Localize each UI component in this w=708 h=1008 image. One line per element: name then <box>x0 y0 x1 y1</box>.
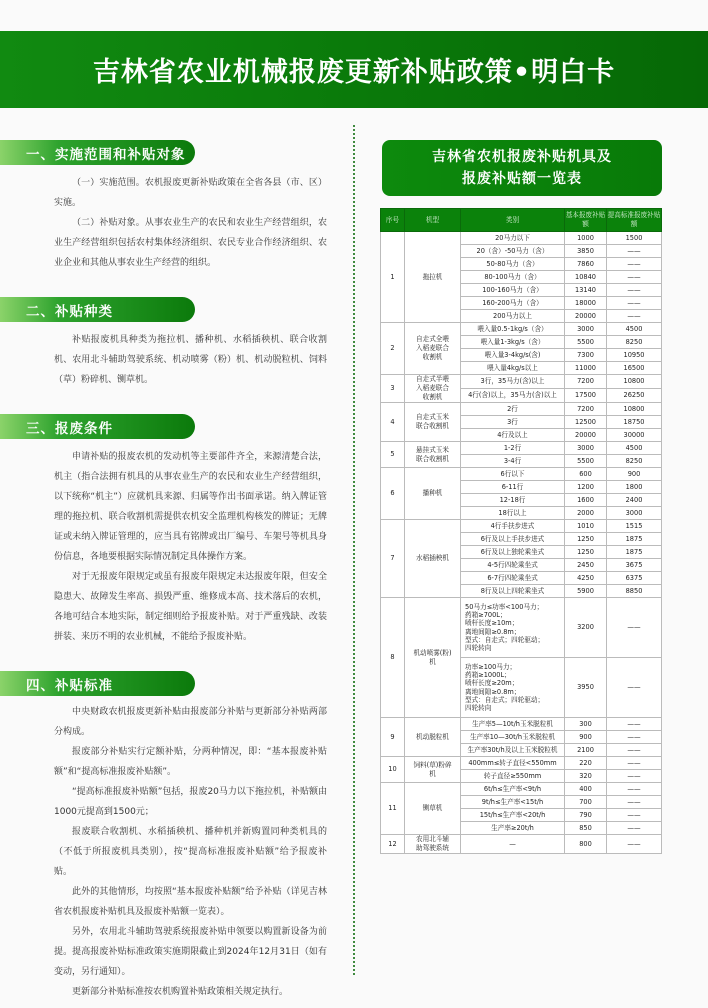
paragraph: 中央财政农机报废更新补贴由报废部分补贴与更新部分补贴两部分构成。 <box>54 707 327 737</box>
cell-raised-subsidy: —— <box>607 731 662 744</box>
cell-basic-subsidy: 18000 <box>565 297 607 310</box>
paragraph: 对于无报废年限规定或虽有报废年限规定未达报废年限，但安全隐患大、故障发生率高、损毁严重、维修成本高、技术落后的农机，各地可结合本地实际，制定细则给予报废补贴。对于严重残缺、改装拼装、来历不明的农业机械，不能给予报废补贴。 <box>54 572 327 642</box>
cell-raised-subsidy: —— <box>607 284 662 297</box>
cell-basic-subsidy: 11000 <box>565 362 607 375</box>
cell-raised-subsidy: 30000 <box>607 429 662 442</box>
cell-no: 8 <box>381 598 405 718</box>
cell-raised-subsidy: —— <box>607 757 662 770</box>
header-category: 类别 <box>461 209 565 232</box>
header-basic-subsidy: 基本报废补贴额 <box>565 209 607 232</box>
subsidy-table-column <box>380 140 662 854</box>
cell-no: 12 <box>381 835 405 854</box>
paragraph: 报废部分补贴实行定额补贴，分两种情况，即：“基本报废补贴额”和“提高标准报废补贴额”。 <box>54 747 327 777</box>
table-row <box>381 323 662 336</box>
cell-machine-type: 拖拉机 <box>405 232 461 323</box>
cell-raised-subsidy: 8250 <box>607 455 662 468</box>
cell-raised-subsidy: —— <box>607 297 662 310</box>
cell-raised-subsidy: —— <box>607 658 662 718</box>
section-heading <box>0 297 195 322</box>
table-row <box>381 468 662 481</box>
cell-raised-subsidy: —— <box>607 835 662 854</box>
cell-raised-subsidy: 1800 <box>607 481 662 494</box>
subsidy-table <box>380 208 662 854</box>
cell-basic-subsidy: 320 <box>565 770 607 783</box>
cell-raised-subsidy: 3675 <box>607 559 662 572</box>
paragraph: 更新部分补贴标准按农机购置补贴政策相关规定执行。 <box>72 987 289 997</box>
cell-basic-subsidy: 7200 <box>565 375 607 389</box>
section-scope <box>0 140 335 273</box>
dotted-divider <box>353 125 355 975</box>
cell-basic-subsidy: 600 <box>565 468 607 481</box>
table-row <box>381 442 662 455</box>
cell-category: 18行以上 <box>461 507 565 520</box>
cell-category: 6-7行四轮乘坐式 <box>461 572 565 585</box>
cell-machine-type: 机动喷雾(粉)机 <box>405 598 461 718</box>
cell-raised-subsidy: 18750 <box>607 416 662 429</box>
cell-no: 10 <box>381 757 405 783</box>
cell-basic-subsidy: 1250 <box>565 533 607 546</box>
cell-basic-subsidy: 1000 <box>565 232 607 245</box>
cell-category: 80-100马力（含） <box>461 271 565 284</box>
cell-machine-type: 播种机 <box>405 468 461 520</box>
cell-raised-subsidy: 4500 <box>607 323 662 336</box>
cell-category: 生产率5—10t/h玉米脱粒机 <box>461 718 565 731</box>
cell-raised-subsidy: 1875 <box>607 533 662 546</box>
cell-raised-subsidy: 6375 <box>607 572 662 585</box>
cell-basic-subsidy: 7300 <box>565 349 607 362</box>
cell-category: 3行，35马力(含)以上 <box>461 375 565 389</box>
cell-basic-subsidy: 800 <box>565 835 607 854</box>
table-header-row <box>381 209 662 232</box>
cell-category: 6行及以上手扶步进式 <box>461 533 565 546</box>
table-title-line: 报废补贴额一览表 <box>462 171 582 187</box>
cell-category: 生产率10—30t/h玉米脱粒机 <box>461 731 565 744</box>
table-row <box>381 718 662 731</box>
cell-raised-subsidy: 10800 <box>607 375 662 389</box>
cell-no: 7 <box>381 520 405 598</box>
cell-category: 6行以下 <box>461 468 565 481</box>
cell-basic-subsidy: 3950 <box>565 658 607 718</box>
section-heading-text: 一、实施范围和补贴对象 <box>26 146 186 163</box>
cell-basic-subsidy: 5900 <box>565 585 607 598</box>
cell-category: 100-160马力（含） <box>461 284 565 297</box>
cell-category: 8行及以上四轮乘坐式 <box>461 585 565 598</box>
cell-category: 3行 <box>461 416 565 429</box>
paragraph: 补贴报废机具种类为拖拉机、播种机、水稻插秧机、联合收割机、农用北斗辅助驾驶系统、机动喷雾（粉）机、机动脱粒机、饲料（草）粉碎机、铡草机。 <box>54 335 327 385</box>
section-types <box>0 297 335 390</box>
cell-category: 9t/h≤生产率<15t/h <box>461 796 565 809</box>
cell-raised-subsidy: 10800 <box>607 403 662 416</box>
cell-basic-subsidy: 12500 <box>565 416 607 429</box>
cell-raised-subsidy: 8250 <box>607 336 662 349</box>
cell-no: 9 <box>381 718 405 757</box>
cell-no: 6 <box>381 468 405 520</box>
cell-category: 生产率30t/h及以上玉米脱粒机 <box>461 744 565 757</box>
cell-machine-type: 自走式玉米联合收割机 <box>405 403 461 442</box>
cell-raised-subsidy: —— <box>607 245 662 258</box>
section-heading <box>0 140 195 165</box>
cell-basic-subsidy: 5500 <box>565 455 607 468</box>
cell-raised-subsidy: —— <box>607 258 662 271</box>
cell-category: 喂入量0.5-1kg/s（含） <box>461 323 565 336</box>
cell-machine-type: 农用北斗辅助驾驶系统 <box>405 835 461 854</box>
cell-raised-subsidy: 26250 <box>607 389 662 403</box>
paragraph: “提高标准报废补贴额”包括，报废20马力以下拖拉机，补贴额由1000元提高到1500元； <box>54 787 327 817</box>
cell-category: 喂入量4kg/s以上 <box>461 362 565 375</box>
cell-raised-subsidy: —— <box>607 796 662 809</box>
cell-basic-subsidy: 2450 <box>565 559 607 572</box>
cell-raised-subsidy: 900 <box>607 468 662 481</box>
cell-basic-subsidy: 3000 <box>565 323 607 336</box>
cell-category: 6-11行 <box>461 481 565 494</box>
cell-machine-type: 自走式半喂入稻麦联合收割机 <box>405 375 461 403</box>
section-heading-text: 二、补贴种类 <box>26 303 113 320</box>
cell-category: 4行手扶步进式 <box>461 520 565 533</box>
cell-category: 喂入量3-4kg/s(含) <box>461 349 565 362</box>
policy-text-column <box>0 140 335 1002</box>
cell-raised-subsidy: 8850 <box>607 585 662 598</box>
table-row <box>381 835 662 854</box>
cell-basic-subsidy: 1010 <box>565 520 607 533</box>
header-type: 机型 <box>405 209 461 232</box>
cell-machine-type: 水稻插秧机 <box>405 520 461 598</box>
section-heading <box>0 671 195 696</box>
cell-raised-subsidy: —— <box>607 718 662 731</box>
section-heading-text: 四、补贴标准 <box>26 677 113 694</box>
paragraph: 另外，农用北斗辅助驾驶系统报废补贴申领要以购置新设备为前提。提高报废补贴标准政策实施期限截止到2024年12月31日（如有变动，另行通知）。 <box>54 927 327 977</box>
table-row <box>381 783 662 796</box>
cell-basic-subsidy: 13140 <box>565 284 607 297</box>
cell-basic-subsidy: 10840 <box>565 271 607 284</box>
cell-basic-subsidy: 4250 <box>565 572 607 585</box>
section-standards <box>0 671 335 1002</box>
cell-no: 4 <box>381 403 405 442</box>
cell-raised-subsidy: 1875 <box>607 546 662 559</box>
cell-no: 3 <box>381 375 405 403</box>
cell-category: 4行(含)以上，35马力(含)以上 <box>461 389 565 403</box>
cell-category: 50马力≤功率<100马力； 药箱≥700L； 喷杆长度≥10m； 离地间隙≥0.8m； 型式：自走式；四轮驱动； 四轮转向 <box>461 598 565 658</box>
section-conditions <box>0 414 335 647</box>
cell-raised-subsidy: 16500 <box>607 362 662 375</box>
cell-no: 11 <box>381 783 405 835</box>
table-row <box>381 375 662 389</box>
cell-machine-type: 饲料(草)粉碎机 <box>405 757 461 783</box>
cell-category: 160-200马力（含） <box>461 297 565 310</box>
cell-raised-subsidy: —— <box>607 598 662 658</box>
cell-category: 生产率≥20t/h <box>461 822 565 835</box>
cell-category: 50-80马力（含） <box>461 258 565 271</box>
cell-category: 4行及以上 <box>461 429 565 442</box>
cell-raised-subsidy: 3000 <box>607 507 662 520</box>
cell-category: 4-5行四轮乘坐式 <box>461 559 565 572</box>
cell-basic-subsidy: 20000 <box>565 310 607 323</box>
cell-basic-subsidy: 17500 <box>565 389 607 403</box>
cell-basic-subsidy: 20000 <box>565 429 607 442</box>
cell-raised-subsidy: —— <box>607 744 662 757</box>
cell-raised-subsidy: 1500 <box>607 232 662 245</box>
title-banner <box>0 31 708 108</box>
section-heading <box>0 414 195 439</box>
cell-category: — <box>461 835 565 854</box>
cell-category: 1-2行 <box>461 442 565 455</box>
cell-category: 20马力以下 <box>461 232 565 245</box>
paragraph: （二）补贴对象。从事农业生产的农民和农业生产经营组织，农业生产经营组织包括农村集体经济组织、农民专业合作经济组织、农业企业和其他从事农业生产经营的组织。 <box>54 218 327 268</box>
cell-raised-subsidy: —— <box>607 822 662 835</box>
cell-raised-subsidy: —— <box>607 809 662 822</box>
table-row <box>381 598 662 658</box>
table-row <box>381 403 662 416</box>
cell-category: 400mm≤转子直径<550mm <box>461 757 565 770</box>
cell-basic-subsidy: 700 <box>565 796 607 809</box>
cell-no: 1 <box>381 232 405 323</box>
cell-basic-subsidy: 3200 <box>565 598 607 658</box>
cell-raised-subsidy: —— <box>607 783 662 796</box>
cell-category: 3-4行 <box>461 455 565 468</box>
table-row <box>381 757 662 770</box>
cell-basic-subsidy: 2000 <box>565 507 607 520</box>
cell-raised-subsidy: 2400 <box>607 494 662 507</box>
cell-machine-type: 机动脱粒机 <box>405 718 461 757</box>
cell-basic-subsidy: 790 <box>565 809 607 822</box>
cell-raised-subsidy: —— <box>607 770 662 783</box>
cell-raised-subsidy: 1515 <box>607 520 662 533</box>
page-title: 吉林省农业机械报废更新补贴政策•明白卡 <box>92 57 616 88</box>
section-heading-text: 三、报废条件 <box>26 420 113 437</box>
cell-basic-subsidy: 7200 <box>565 403 607 416</box>
header-raised-subsidy: 提高标准报废补贴额 <box>607 209 662 232</box>
cell-basic-subsidy: 1600 <box>565 494 607 507</box>
cell-category: 6t/h≤生产率<9t/h <box>461 783 565 796</box>
table-row <box>381 520 662 533</box>
cell-category: 功率≥100马力； 药箱≥1000L； 喷杆长度≥20m； 离地间隙≥0.8m； 型式：自走式；四轮驱动； 四轮转向 <box>461 658 565 718</box>
cell-category: 2行 <box>461 403 565 416</box>
cell-basic-subsidy: 300 <box>565 718 607 731</box>
cell-category: 15t/h≤生产率<20t/h <box>461 809 565 822</box>
cell-basic-subsidy: 850 <box>565 822 607 835</box>
cell-raised-subsidy: —— <box>607 271 662 284</box>
cell-category: 6行及以上独轮乘坐式 <box>461 546 565 559</box>
cell-basic-subsidy: 3850 <box>565 245 607 258</box>
cell-category: 转子直径≥550mm <box>461 770 565 783</box>
cell-basic-subsidy: 900 <box>565 731 607 744</box>
cell-no: 5 <box>381 442 405 468</box>
cell-machine-type: 自走式全喂入稻麦联合收割机 <box>405 323 461 375</box>
cell-basic-subsidy: 1250 <box>565 546 607 559</box>
cell-category: 200马力以上 <box>461 310 565 323</box>
cell-raised-subsidy: 10950 <box>607 349 662 362</box>
cell-raised-subsidy: —— <box>607 310 662 323</box>
header-no: 序号 <box>381 209 405 232</box>
cell-machine-type: 铡草机 <box>405 783 461 835</box>
paragraph: 报废联合收割机、水稻插秧机、播种机并新购置同种类机具的（不低于所报废机具类别），按“提高标准报废补贴额”给予报废补贴。 <box>54 827 327 877</box>
cell-machine-type: 悬挂式玉米联合收割机 <box>405 442 461 468</box>
cell-basic-subsidy: 7860 <box>565 258 607 271</box>
paragraph: （一）实施范围。农机报废更新补贴政策在全省各县（市、区）实施。 <box>54 178 327 208</box>
paragraph: 此外的其他情形，均按照“基本报废补贴额”给予补贴（详见吉林省农机报废补贴机具及报废补贴额一览表）。 <box>54 887 327 917</box>
cell-basic-subsidy: 5500 <box>565 336 607 349</box>
cell-raised-subsidy: 4500 <box>607 442 662 455</box>
cell-basic-subsidy: 3000 <box>565 442 607 455</box>
cell-basic-subsidy: 2100 <box>565 744 607 757</box>
cell-basic-subsidy: 220 <box>565 757 607 770</box>
cell-basic-subsidy: 1200 <box>565 481 607 494</box>
cell-basic-subsidy: 400 <box>565 783 607 796</box>
paragraph: 申请补贴的报废农机的发动机等主要部件齐全，来源清楚合法，机主（指合法拥有机具的从事农业生产的农民和农业生产经营组织，以下统称“机主”）应就机具来源、归属等作出书面承诺。纳入牌证管理的拖拉机、联合收割机需提供农机安全监理机构核发的牌证；无牌证或未纳入牌证管理的，应当具有铭牌或出厂编号、车架号等机具身份信息，各地要根据实际情况制定具体操作方案。 <box>54 452 327 562</box>
cell-category: 12-18行 <box>461 494 565 507</box>
cell-no: 2 <box>381 323 405 375</box>
cell-category: 喂入量1-3kg/s（含） <box>461 336 565 349</box>
cell-category: 20（含）-50马力（含） <box>461 245 565 258</box>
table-title-line: 吉林省农机报废补贴机具及 <box>432 149 612 165</box>
table-row <box>381 232 662 245</box>
table-title <box>382 140 662 196</box>
